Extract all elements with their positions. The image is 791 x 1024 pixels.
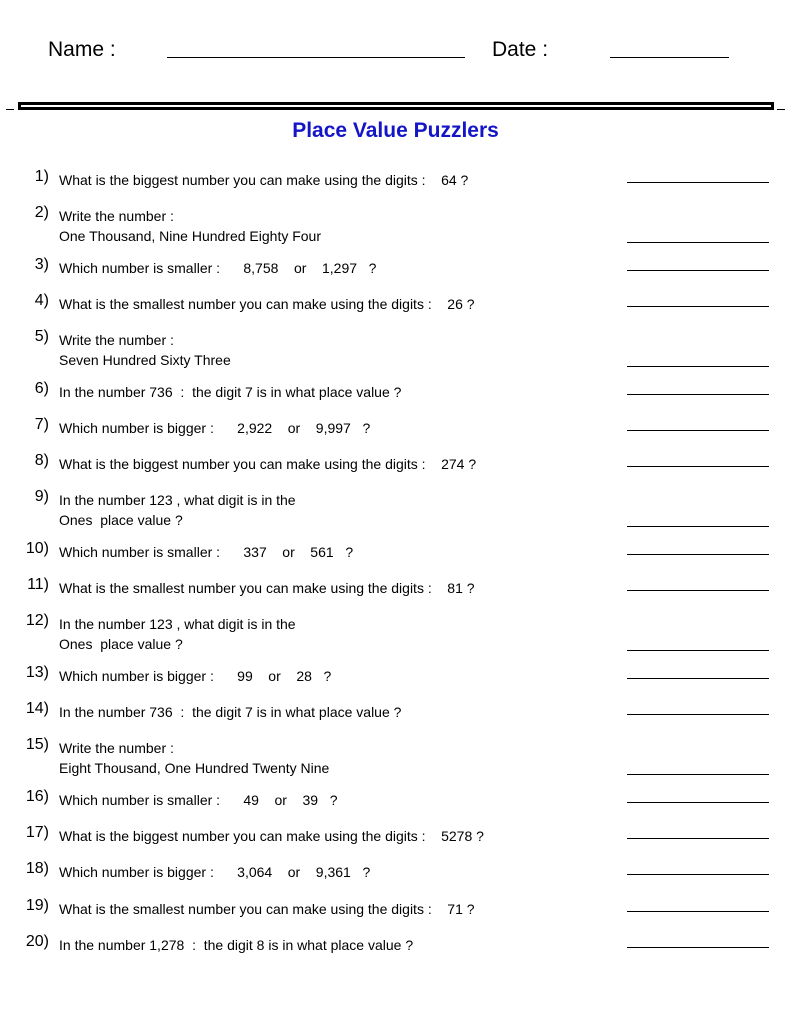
answer-line[interactable]	[627, 774, 769, 775]
question-text-line: What is the biggest number you can make using the digits : 274 ?	[59, 456, 477, 472]
question-text	[59, 454, 476, 474]
question-number: 14)	[25, 700, 49, 717]
question-text-line: In the number 123 , what digit is in the	[59, 616, 296, 632]
question-number: 2)	[34, 204, 49, 221]
question-text-line: Write the number :	[59, 332, 174, 348]
name-field-line[interactable]	[167, 57, 465, 58]
question-number: 7)	[34, 416, 49, 433]
question-text-line: What is the smallest number you can make using the digits : 81 ?	[59, 580, 475, 596]
question-text	[59, 382, 401, 402]
question-number: 3)	[34, 256, 49, 273]
question-text	[59, 702, 401, 722]
answer-line[interactable]	[627, 947, 769, 948]
question-text	[59, 790, 338, 810]
answer-line[interactable]	[627, 838, 769, 839]
question-text	[59, 490, 296, 530]
answer-line[interactable]	[627, 802, 769, 803]
question-text-line: Which number is bigger : 3,064 or 9,361 ?	[59, 864, 371, 880]
answer-line[interactable]	[627, 430, 769, 431]
question-number: 15)	[25, 736, 49, 753]
question-text-line: Which number is bigger : 99 or 28 ?	[59, 668, 332, 684]
question-text-line: What is the smallest number you can make using the digits : 26 ?	[59, 296, 475, 312]
question-number: 18)	[25, 860, 49, 877]
question-number: 20)	[25, 933, 49, 950]
header-divider-bar	[18, 102, 774, 110]
answer-line[interactable]	[627, 874, 769, 875]
question-text-line: What is the biggest number you can make using the digits : 64 ?	[59, 172, 469, 188]
question-number: 19)	[25, 897, 49, 914]
worksheet-title: Place Value Puzzlers	[292, 119, 499, 142]
divider-tick-left	[6, 109, 14, 110]
name-label: Name :	[48, 38, 116, 61]
question-number: 4)	[34, 292, 49, 309]
question-number: 5)	[34, 328, 49, 345]
question-text	[59, 614, 296, 654]
question-text	[59, 418, 370, 438]
question-text	[59, 170, 468, 190]
question-text-line: Eight Thousand, One Hundred Twenty Nine	[59, 760, 330, 776]
question-text	[59, 294, 475, 314]
answer-line[interactable]	[627, 911, 769, 912]
date-field-line[interactable]	[610, 57, 729, 58]
question-text-line: Ones place value ?	[59, 512, 183, 528]
question-text-line: Seven Hundred Sixty Three	[59, 352, 231, 368]
question-text-line: One Thousand, Nine Hundred Eighty Four	[59, 228, 322, 244]
question-text	[59, 935, 413, 955]
question-text-line: In the number 1,278 : the digit 8 is in what place value ?	[59, 937, 414, 953]
question-number: 11)	[27, 576, 49, 593]
question-number: 8)	[34, 452, 49, 469]
question-text-line: Ones place value ?	[59, 636, 183, 652]
question-number: 1)	[34, 168, 49, 185]
answer-line[interactable]	[627, 526, 769, 527]
question-text-line: In the number 123 , what digit is in the	[59, 492, 296, 508]
answer-line[interactable]	[627, 394, 769, 395]
answer-line[interactable]	[627, 366, 769, 367]
date-label: Date :	[492, 38, 549, 61]
answer-line[interactable]	[627, 306, 769, 307]
question-text	[59, 206, 321, 246]
question-number: 10)	[25, 540, 49, 557]
question-number: 6)	[34, 380, 49, 397]
question-text-line: What is the smallest number you can make using the digits : 71 ?	[59, 901, 475, 917]
question-text	[59, 666, 331, 686]
answer-line[interactable]	[627, 714, 769, 715]
question-text	[59, 862, 370, 882]
question-text	[59, 258, 376, 278]
question-number: 16)	[25, 788, 49, 805]
answer-line[interactable]	[627, 590, 769, 591]
question-text	[59, 738, 329, 778]
question-text-line: Write the number :	[59, 740, 174, 756]
question-number: 9)	[34, 488, 49, 505]
answer-line[interactable]	[627, 242, 769, 243]
question-text	[59, 578, 475, 598]
question-number: 12)	[25, 612, 49, 629]
question-text-line: Which number is bigger : 2,922 or 9,997 ?	[59, 420, 371, 436]
answer-line[interactable]	[627, 466, 769, 467]
question-text-line: What is the biggest number you can make using the digits : 5278 ?	[59, 828, 484, 844]
question-text	[59, 826, 484, 846]
question-text-line: In the number 736 : the digit 7 is in what place value ?	[59, 704, 402, 720]
question-text-line: In the number 736 : the digit 7 is in what place value ?	[59, 384, 402, 400]
question-text-line: Write the number :	[59, 208, 174, 224]
question-number: 13)	[25, 664, 49, 681]
divider-tick-right	[777, 109, 785, 110]
question-number: 17)	[25, 824, 49, 841]
answer-line[interactable]	[627, 182, 769, 183]
answer-line[interactable]	[627, 270, 769, 271]
question-text-line: Which number is smaller : 337 or 561 ?	[59, 544, 354, 560]
question-text	[59, 899, 475, 919]
answer-line[interactable]	[627, 554, 769, 555]
question-text	[59, 542, 353, 562]
question-text-line: Which number is smaller : 8,758 or 1,297 ?	[59, 260, 377, 276]
question-text	[59, 330, 231, 370]
answer-line[interactable]	[627, 650, 769, 651]
answer-line[interactable]	[627, 678, 769, 679]
question-text-line: Which number is smaller : 49 or 39 ?	[59, 792, 338, 808]
